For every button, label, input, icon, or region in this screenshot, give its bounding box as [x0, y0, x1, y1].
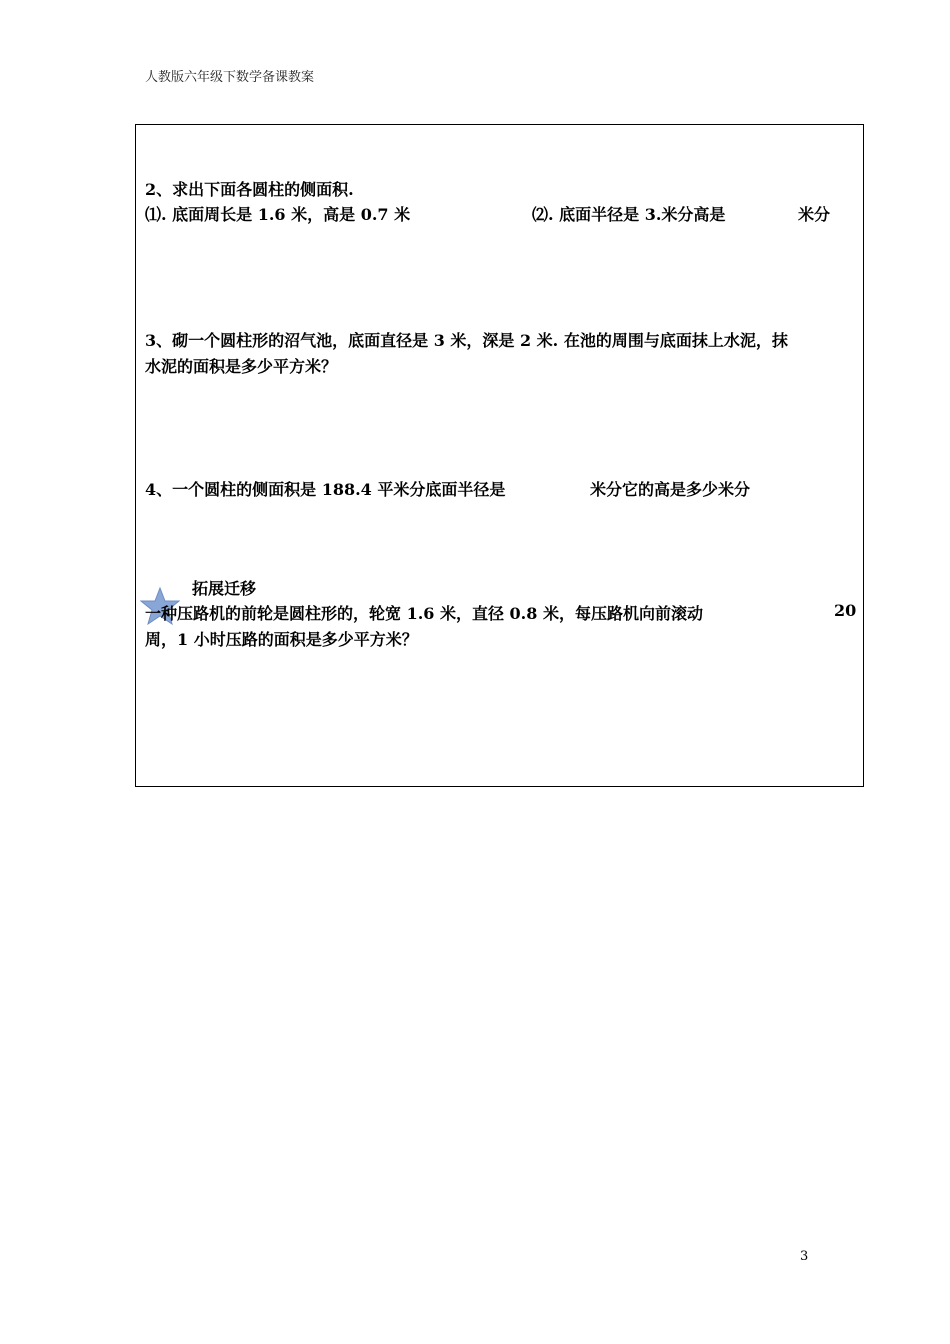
extension-line-1: 一种压路机的前轮是圆柱形的，轮宽 1.6 米，直径 0.8 米，每压路机向前滚动: [145, 604, 703, 623]
question-3-line-2: 水泥的面积是多少平方米？: [145, 357, 338, 376]
question-2-part-1: ⑴. 底面周长是 1.6 米，高是 0.7 米: [145, 205, 411, 224]
extension-line-1-number: 20: [834, 601, 857, 620]
question-2-title: 2、求出下面各圆柱的侧面积.: [145, 180, 354, 199]
question-4-text: 4、一个圆柱的侧面积是 188.4 平米分底面半径是: [145, 480, 506, 499]
extension-heading: 拓展迁移: [192, 579, 257, 598]
question-4-text-continued: 米分它的高是多少米分: [590, 480, 751, 499]
question-3-line-1: 3、砌一个圆柱形的沼气池，底面直径是 3 米，深是 2 米. 在池的周围与底面抹上水泥，抹: [145, 331, 788, 350]
question-2-part-2: ⑵. 底面半径是 3.米分高是: [532, 205, 726, 224]
question-2-part-2-unit: 米分: [798, 205, 831, 224]
page-number: 3: [800, 1249, 809, 1264]
extension-line-2: 周，1 小时压路的面积是多少平方米？: [145, 630, 418, 649]
document-header: 人教版六年级下数学备课教案: [145, 70, 315, 85]
